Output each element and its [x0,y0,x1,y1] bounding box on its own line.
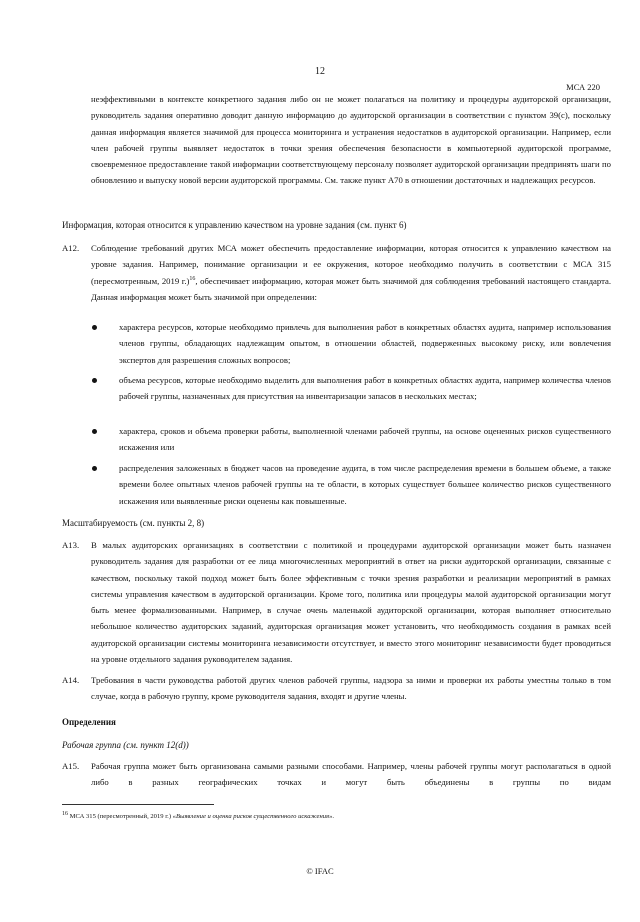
bullet-item: характера ресурсов, которые необходимо привлечь для выполнения работ в конкретных областях аудита, например использования членов группы, обладающих надлежащим опытом, в отношении областей, подверженных высокому риску, или вовлечения экспертов для разрешения сложных вопросов; [119,322,611,365]
section-heading-definitions: Определения [62,717,116,727]
a12-text-after: , обеспечивает информацию, которая может быть значимой для соблюдения требований настоящего стандарта. Данная информация может быть значимой при определении: [91,275,612,302]
bullet-icon [92,466,97,471]
bullet-item: распределения заложенных в бюджет часов на проведение аудита, в том числе распределения времени в большем объеме, а также времени более опытных членов рабочей группы на те области, в которых существует большее количество рисков существенного искажения или выявленные риски оценены как повышенные. [119,463,611,506]
footnote-ref-16: 16 [189,275,196,282]
footnote-number: 16 [62,810,68,817]
paragraph-label-a13: A13. [62,540,80,550]
footnote-title: Выявление и оценка рисков существенного искажения [175,813,330,820]
footnote-divider [62,804,214,805]
bullet-item: характера, сроков и объема проверки работы, выполненной членами рабочей группы, на основе оцененных рисков существенного искажения или [119,426,611,453]
a12-text-before: Соблюдение требований других МСА может обеспечить предоставление информации, которая относится к управлению качеством на уровне задания. Например, понимание организации и ее окружения, которое необходимо получить в соответствии с МСА 315 (пересмотренным, 2019 г.) [91,243,611,286]
document-code: МСА 220 [566,82,600,92]
bullet-icon [92,378,97,383]
paragraph-label-a15: A15. [62,761,80,771]
paragraph-a15: Рабочая группа может быть организована самыми разными способами. Например, члены рабочей группы могут располагаться в одной либо в разных географических точках и могут быть объединены в группы по видам [91,761,611,788]
page-number: 12 [315,66,325,77]
bullet-icon [92,325,97,330]
paragraph-label-a12: A12. [62,243,80,253]
footnote-text: МСА 315 (пересмотренный, 2019 г.) « [69,813,176,820]
bullet-item: объема ресурсов, которые необходимо выделить для выполнения работ в конкретных областях аудита, например количества членов рабочей группы, назначенных для присутствия на инвентаризации запасов в нескольких местах; [119,375,611,402]
footnote-end: ». [329,813,335,820]
bullet-icon [92,429,97,434]
paragraph-label-a14: A14. [62,675,80,685]
paragraph-a14: Требования в части руководства работой других членов рабочей группы, надзора за ними и проверки их работы уместны только в том случае, когда в рабочую группу, кроме руководителя задания, входят и другие члены. [91,675,611,702]
paragraph-a13: В малых аудиторских организациях в соответствии с политикой и процедурами аудиторской организации может быть назначен руководитель задания для разработки от ее лица многочисленных мероприятий в ответ на риски аудиторской организации, связанные с качеством, поскольку такой подход может быть более эффективным с точки зрения разработки и реализации мероприятий в рамках системы управления качеством в аудиторской организации. Кроме того, политика или процедуры малой аудиторской организации могут быть менее формализованными. Например, в случае очень маленькой аудиторской организации, которая выполняет относительно небольшое количество аудиторских заданий, аудиторская организация может установить, что необходимость создания в рамках всей аудиторской организации системы мониторинга независимости отсутствует, и вместо этого мониторинг независимости будет проводиться на уровне отдельного задания руководителем задания. [91,540,611,665]
copyright-footer: © IFAC [306,866,334,876]
intro-paragraph: неэффективными в контексте конкретного задания либо он не может полагаться на политику и процедуры аудиторской организации, руководитель задания оперативно доводит данную информацию до аудиторской организации в соответствии с пунктом 39(с), поскольку данная информация является значимой для процесса мониторинга и устранения недостатков в аудиторской организации. Например, если член рабочей группы выявляет недостаток в точки зрения обеспечения безопасности в компьютерной аудиторской программе, своевременное предоставление такой информации соответствующему персоналу позволяет аудиторской организации предпринять шаги по обновлению и выпуску новой версии аудиторской программы. См. также пункт A70 в отношении достаточных и надлежащих ресурсов. [91,94,611,186]
paragraph-a12 [91,240,611,305]
subheading-working-group: Рабочая группа (см. пункт 12(d)) [62,740,189,750]
footnote [62,812,334,822]
section-heading-scalability: Масштабируемость (см. пункты 2, 8) [62,518,205,528]
section-heading-quality-info: Информация, которая относится к управлению качеством на уровне задания (см. пункт 6) [62,220,407,230]
